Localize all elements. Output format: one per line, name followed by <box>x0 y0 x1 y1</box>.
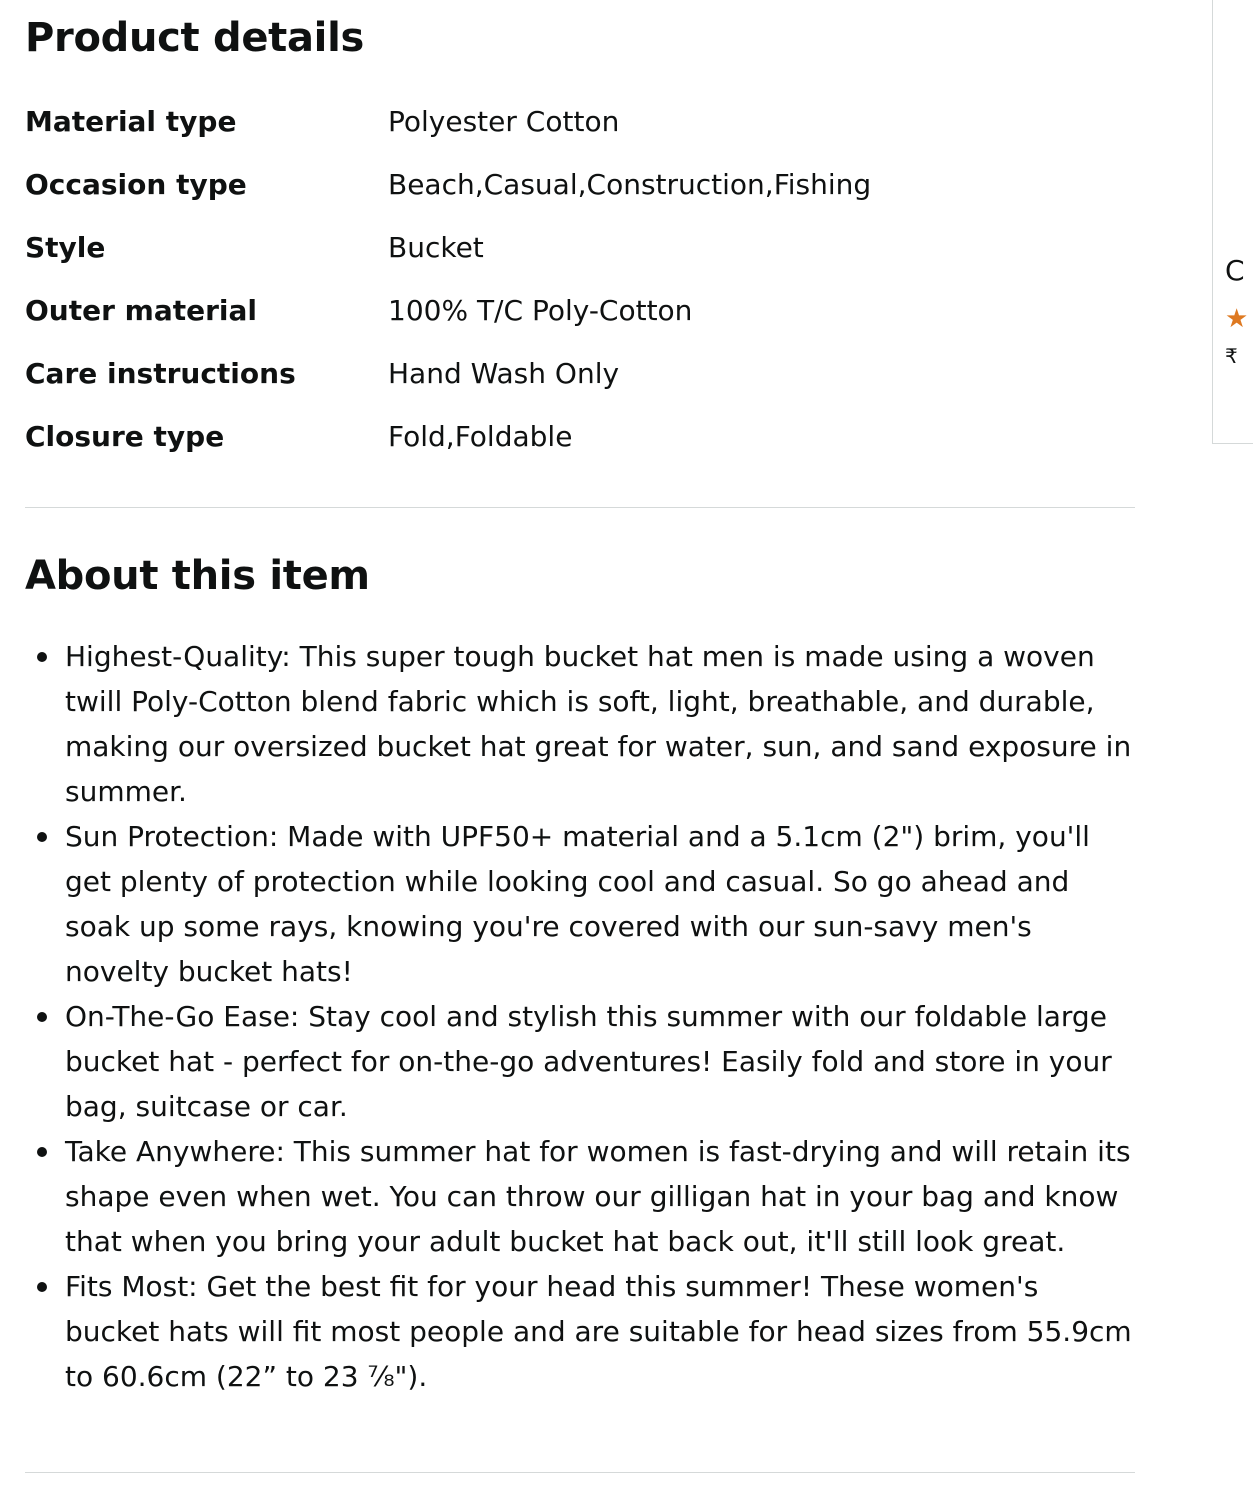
detail-row-outer-material <box>25 279 1135 342</box>
detail-row-occasion-type <box>25 153 1135 216</box>
bullet-dot-icon <box>37 1147 47 1157</box>
bullet-text: Take Anywhere: This summer hat for women is fast-drying and will retain its shape even when wet. You can throw our gilligan hat in your bag and know that when you bring your adult bucket hat back out, it'll still look great. <box>65 1135 1131 1258</box>
card-title-fragment[interactable]: C <box>1225 254 1245 287</box>
about-item-title: About this item <box>25 553 370 599</box>
detail-label: Style <box>25 231 106 264</box>
section-divider <box>25 507 1135 508</box>
section-divider <box>25 1472 1135 1473</box>
detail-value: Bucket <box>388 231 484 264</box>
detail-label: Outer material <box>25 294 258 327</box>
product-details-title: Product details <box>25 15 364 61</box>
detail-value: Beach,Casual,Construction,Fishing <box>388 168 872 201</box>
detail-value: Hand Wash Only <box>388 357 620 390</box>
detail-label: Closure type <box>25 420 225 453</box>
detail-value: 100% T/C Poly-Cotton <box>388 294 693 327</box>
about-item-bullet <box>25 994 1135 1129</box>
bullet-text: Sun Protection: Made with UPF50+ material and a 5.1cm (2") brim, you'll get plenty of protection while looking cool and casual. So go ahead and soak up some rays, knowing you're covered with our sun-savy men's novelty bucket hats! <box>65 820 1090 988</box>
bullet-text: Highest-Quality: This super tough bucket hat men is made using a woven twill Poly-Cotton blend fabric which is soft, light, breathable, and durable, making our oversized bucket hat great for water, sun, and sand exposure in summer. <box>65 640 1132 808</box>
about-item-bullet-list <box>25 634 1135 1399</box>
detail-row-care-instructions <box>25 342 1135 405</box>
about-item-bullet <box>25 814 1135 994</box>
detail-label: Care instructions <box>25 357 296 390</box>
bullet-dot-icon <box>37 1282 47 1292</box>
detail-row-material-type <box>25 90 1135 153</box>
card-price-fragment: ₹ <box>1225 344 1238 368</box>
detail-label: Material type <box>25 105 237 138</box>
about-item-bullet <box>25 1129 1135 1264</box>
bullet-dot-icon <box>37 1012 47 1022</box>
product-details-table <box>25 90 1135 468</box>
detail-row-style <box>25 216 1135 279</box>
detail-value: Fold,Foldable <box>388 420 573 453</box>
about-item-bullet <box>25 634 1135 814</box>
bullet-text: Fits Most: Get the best fit for your head this summer! These women's bucket hats will fit most people and are suitable for head sizes from 55.9cm to 60.6cm (22” to 23 ⁷⁄₈"). <box>65 1270 1132 1393</box>
star-icon: ★ <box>1225 304 1249 334</box>
detail-label: Occasion type <box>25 168 247 201</box>
detail-value: Polyester Cotton <box>388 105 620 138</box>
detail-row-closure-type <box>25 405 1135 468</box>
bullet-text: On-The-Go Ease: Stay cool and stylish this summer with our foldable large bucket hat - perfect for on-the-go adventures! Easily fold and store in your bag, suitcase or car. <box>65 1000 1112 1123</box>
sponsored-product-card[interactable] <box>1212 0 1253 444</box>
about-item-bullet <box>25 1264 1135 1399</box>
bullet-dot-icon <box>37 832 47 842</box>
bullet-dot-icon <box>37 652 47 662</box>
